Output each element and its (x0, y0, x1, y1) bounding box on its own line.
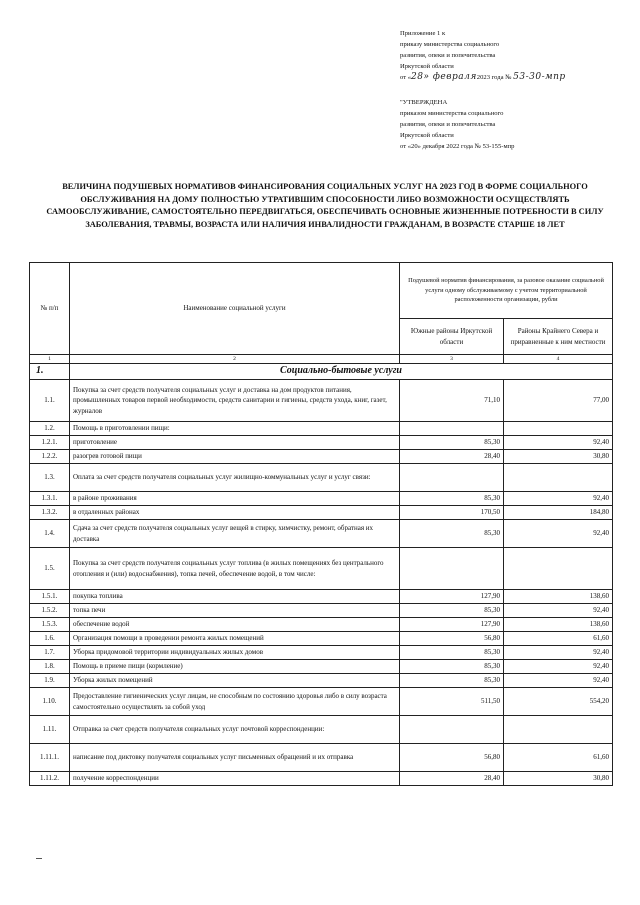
approved-block (400, 97, 630, 152)
row-name: в районе проживания (70, 492, 400, 506)
row-south-value: 28,40 (400, 450, 504, 464)
section-row (30, 364, 613, 380)
document-title: ВЕЛИЧИНА ПОДУШЕВЫХ НОРМАТИВОВ ФИНАНСИРОВАНИЯ СОЦИАЛЬНЫХ УСЛУГ НА 2023 ГОД В ФОРМЕ СОЦИАЛЬНОГО ОБСЛУЖИВАНИЯ НА ДОМУ ПОЛНОСТЬЮ УТРАТИВШИМ СПОСОБНОСТИ ЛИБО ВОЗМОЖНОСТИ ОСУЩЕСТВЛЯТЬ САМООБСЛУЖИВАНИЕ, САМОСТОЯТЕЛЬНО ПЕРЕДВИГАТЬСЯ, ОБЕСПЕЧИВАТЬ ОСНОВНЫЕ ЖИЗНЕННЫЕ ПОТРЕБНОСТИ В СИЛУ ЗАБОЛЕВАНИЯ, ТРАВМЫ, ВОЗРАСТА ИЛИ НАЛИЧИЯ ИНВАЛИДНОСТИ ГРАЖДАНАМ, В ВОЗРАСТЕ СТАРШЕ 18 ЛЕТ (46, 182, 604, 229)
table-row (30, 632, 613, 646)
row-num: 1.11.1. (30, 744, 70, 772)
table-row (30, 436, 613, 450)
row-num: 1.2.2. (30, 450, 70, 464)
row-north-value: 61,60 (504, 632, 613, 646)
row-num: 1.2.1. (30, 436, 70, 450)
row-name: приготовление (70, 436, 400, 450)
row-south-value: 85,30 (400, 604, 504, 618)
row-num: 1.1. (30, 380, 70, 422)
row-num: 1.5.1. (30, 590, 70, 604)
row-name: получение корреспонденции (70, 772, 400, 786)
header-num: № п/п (30, 263, 70, 355)
colnum: 4 (504, 355, 613, 364)
row-south-value: 170,50 (400, 506, 504, 520)
row-north-value: 92,40 (504, 646, 613, 660)
handwritten-date: 28» февраля (411, 72, 477, 82)
row-north-value: 92,40 (504, 520, 613, 548)
row-name: Отправка за счет средств получателя социальных услуг почтовой корреспонденции: (70, 716, 400, 744)
column-number-row (30, 355, 613, 364)
row-name: Уборка жилых помещений (70, 674, 400, 688)
row-name: написание под диктовку получателя социальных услуг письменных обращений и их отправка (70, 744, 400, 772)
approved-line: приказом министерства социального (400, 110, 504, 117)
appendix-line: Приложение 1 к (400, 30, 446, 37)
row-south-value: 56,80 (400, 744, 504, 772)
row-name: Уборка придомовой территории индивидуальных жилых домов (70, 646, 400, 660)
appendix-date: от «28» февраля2023 года № 53-30-мпр (400, 72, 566, 82)
handwritten-number: 53-30-мпр (513, 72, 566, 82)
table-row (30, 772, 613, 786)
colnum: 1 (30, 355, 70, 364)
row-north-value: 92,40 (504, 660, 613, 674)
row-north-value: 554,20 (504, 688, 613, 716)
row-north-value: 92,40 (504, 604, 613, 618)
row-num: 1.10. (30, 688, 70, 716)
row-north-value: 92,40 (504, 436, 613, 450)
row-num: 1.11. (30, 716, 70, 744)
table-row (30, 674, 613, 688)
row-name: разогрев готовой пищи (70, 450, 400, 464)
row-num: 1.2. (30, 422, 70, 436)
row-num: 1.8. (30, 660, 70, 674)
colnum: 2 (70, 355, 400, 364)
appendix-line: Иркутской области (400, 63, 454, 70)
row-num: 1.3. (30, 464, 70, 492)
table-row (30, 618, 613, 632)
row-name: покупка топлива (70, 590, 400, 604)
row-name: Сдача за счет средств получателя социальных услуг вещей в стирку, химчистку, ремонт, обратная их доставка (70, 520, 400, 548)
row-north-value: 92,40 (504, 492, 613, 506)
norms-table (29, 262, 613, 786)
row-num: 1.3.2. (30, 506, 70, 520)
approved-line: от «20» декабря 2022 года № 53-155-мпр (400, 143, 515, 150)
row-south-value: 28,40 (400, 772, 504, 786)
table-row (30, 590, 613, 604)
table-row (30, 646, 613, 660)
row-name: Предоставление гигиенических услуг лицам, не способным по состоянию здоровья либо в силу возраста самостоятельно осуществлять за собой уход (70, 688, 400, 716)
header-name: Наименование социальной услуги (70, 263, 400, 355)
row-south-value: 85,30 (400, 674, 504, 688)
row-num: 1.7. (30, 646, 70, 660)
table-row (30, 604, 613, 618)
row-name: топка печи (70, 604, 400, 618)
table-row (30, 422, 613, 436)
table-row (30, 660, 613, 674)
page-mark (36, 858, 42, 859)
approved-line: Иркутской области (400, 132, 454, 139)
table-row (30, 380, 613, 422)
table-row (30, 464, 613, 492)
row-north-value: 184,80 (504, 506, 613, 520)
section-title: Социально-бытовые услуги (70, 364, 613, 380)
row-num: 1.5.3. (30, 618, 70, 632)
approved-line: "УТВЕРЖДЕНА (400, 99, 448, 106)
section-num: 1. (30, 364, 70, 380)
row-north-value (504, 422, 613, 436)
row-num: 1.6. (30, 632, 70, 646)
row-north-value (504, 716, 613, 744)
row-north-value: 77,00 (504, 380, 613, 422)
row-num: 1.5. (30, 548, 70, 590)
row-north-value: 92,40 (504, 674, 613, 688)
table-row (30, 744, 613, 772)
appendix-line: развития, опеки и попечительства (400, 52, 496, 59)
row-south-value (400, 716, 504, 744)
row-south-value: 85,30 (400, 660, 504, 674)
table-row (30, 520, 613, 548)
row-num: 1.4. (30, 520, 70, 548)
row-north-value: 138,60 (504, 618, 613, 632)
row-south-value: 85,30 (400, 436, 504, 450)
row-south-value: 85,30 (400, 492, 504, 506)
header-north: Районы Крайнего Севера и приравненные к ним местности (504, 319, 613, 355)
row-name: Покупка за счет средств получателя социальных услуг и доставка на дом продуктов питания, промышленных товаров первой необходимости, средств санитарии и гигиены, средств ухода, книг, газет, журналов (70, 380, 400, 422)
table-row (30, 688, 613, 716)
row-south-value (400, 464, 504, 492)
row-name: в отдаленных районах (70, 506, 400, 520)
row-north-value: 138,60 (504, 590, 613, 604)
row-name: Организация помощи в проведении ремонта жилых помещений (70, 632, 400, 646)
row-south-value: 56,80 (400, 632, 504, 646)
header-group: Подушевой норматив финансирования, за разовое оказание социальной услуги одному обслуживаемому с учетом территориальной расположенности организации, рубли (400, 263, 613, 319)
row-num: 1.5.2. (30, 604, 70, 618)
row-south-value: 85,30 (400, 520, 504, 548)
table-row (30, 716, 613, 744)
row-north-value: 30,80 (504, 450, 613, 464)
table-row (30, 506, 613, 520)
appendix-line: приказу министерства социального (400, 41, 500, 48)
row-north-value (504, 464, 613, 492)
row-south-value: 85,30 (400, 646, 504, 660)
table-row (30, 450, 613, 464)
row-num: 1.3.1. (30, 492, 70, 506)
table-row (30, 492, 613, 506)
row-name: Помощь в приготовлении пищи: (70, 422, 400, 436)
row-name: Оплата за счет средств получателя социальных услуг жилищно-коммунальных услуг и услуг связи: (70, 464, 400, 492)
row-south-value (400, 548, 504, 590)
row-north-value: 61,60 (504, 744, 613, 772)
appendix-block (400, 28, 630, 152)
row-north-value (504, 548, 613, 590)
row-south-value: 71,10 (400, 380, 504, 422)
colnum: 3 (400, 355, 504, 364)
row-south-value: 127,90 (400, 590, 504, 604)
row-num: 1.9. (30, 674, 70, 688)
approved-line: развития, опеки и попечительства (400, 121, 496, 128)
row-name: Покупка за счет средств получателя социальных услуг топлива (в жилых помещениях без центрального отопления и (или) водоснабжения), топка печей, обеспечение водой, в том числе: (70, 548, 400, 590)
row-south-value (400, 422, 504, 436)
table-row (30, 548, 613, 590)
header-row (30, 263, 613, 319)
row-num: 1.11.2. (30, 772, 70, 786)
row-name: обеспечение водой (70, 618, 400, 632)
row-name: Помощь в приеме пищи (кормление) (70, 660, 400, 674)
row-north-value: 30,80 (504, 772, 613, 786)
row-south-value: 511,50 (400, 688, 504, 716)
header-south: Южные районы Иркутской области (400, 319, 504, 355)
row-south-value: 127,90 (400, 618, 504, 632)
